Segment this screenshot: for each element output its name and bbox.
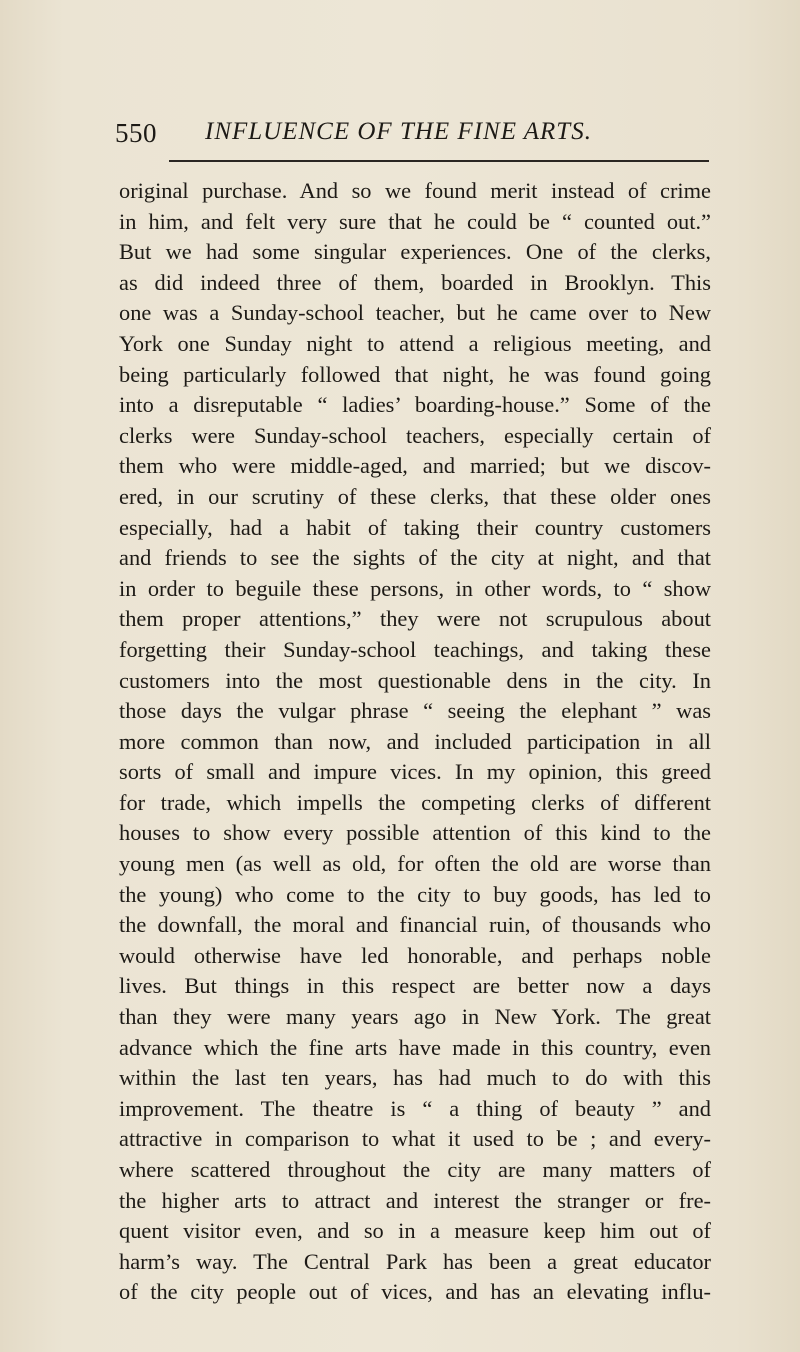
text-line: But we had some singular experiences. One of the clerks, bbox=[119, 239, 711, 265]
text-line: attractive in comparison to what it used to be ; and every- bbox=[119, 1126, 711, 1152]
text-line: than they were many years ago in New York. The great bbox=[119, 1004, 711, 1030]
text-line: in him, and felt very sure that he could be “ counted out.” bbox=[119, 208, 711, 234]
text-line: the young) who come to the city to buy goods, has led to bbox=[119, 881, 711, 907]
text-line: and friends to see the sights of the city at night, and that bbox=[119, 545, 711, 571]
text-line: forgetting their Sunday-school teachings, and taking these bbox=[119, 636, 711, 662]
text-line: improvement. The theatre is “ a thing of beauty ” and bbox=[119, 1095, 711, 1121]
text-line: clerks were Sunday-school teachers, especially certain of bbox=[119, 422, 711, 448]
text-line: into a disreputable “ ladies’ boarding-house.” Some of the bbox=[119, 392, 711, 418]
text-line: being particularly followed that night, he was found going bbox=[119, 361, 711, 387]
text-line: them proper attentions,” they were not scrupulous about bbox=[119, 606, 711, 632]
text-line: original purchase. And so we found merit instead of crime bbox=[119, 178, 711, 203]
page-header bbox=[115, 118, 715, 154]
text-line: for trade, which impells the competing clerks of different bbox=[119, 789, 711, 815]
text-line: where scattered throughout the city are many matters of bbox=[119, 1157, 711, 1182]
text-line: houses to show every possible attention of this kind to the bbox=[119, 820, 711, 846]
text-line: young men (as well as old, for often the old are worse than bbox=[119, 851, 711, 877]
text-line: harm’s way. The Central Park has been a great educator bbox=[119, 1248, 711, 1274]
text-line: the higher arts to attract and interest the stranger or fre- bbox=[119, 1187, 711, 1213]
text-line: York one Sunday night to attend a religious meeting, and bbox=[119, 330, 711, 356]
header-rule bbox=[169, 160, 709, 162]
text-line: quent visitor even, and so in a measure keep him out of bbox=[119, 1218, 711, 1244]
text-line: one was a Sunday-school teacher, but he came over to New bbox=[119, 300, 711, 326]
text-line: advance which the fine arts have made in this country, even bbox=[119, 1034, 711, 1060]
running-title: INFLUENCE OF THE FINE ARTS. bbox=[205, 118, 592, 145]
text-line: as did indeed three of them, boarded in Brooklyn. This bbox=[119, 269, 711, 295]
text-line: the downfall, the moral and financial ruin, of thousands who bbox=[119, 912, 711, 938]
text-line: in order to beguile these persons, in other words, to “ show bbox=[119, 575, 711, 601]
text-line: customers into the most questionable dens in the city. In bbox=[119, 667, 711, 693]
text-line: especially, had a habit of taking their country customers bbox=[119, 514, 711, 540]
text-line: would otherwise have led honorable, and perhaps noble bbox=[119, 942, 711, 968]
text-line: lives. But things in this respect are better now a days bbox=[119, 973, 711, 999]
text-line: those days the vulgar phrase “ seeing the elephant ” was bbox=[119, 698, 711, 724]
text-line: sorts of small and impure vices. In my opinion, this greed bbox=[119, 759, 711, 785]
text-line: of the city people out of vices, and has an elevating influ- bbox=[119, 1279, 711, 1305]
body-text bbox=[119, 176, 711, 1308]
text-line: them who were middle-aged, and married; but we discov- bbox=[119, 453, 711, 479]
text-line: more common than now, and included participation in all bbox=[119, 728, 711, 754]
page-number: 550 bbox=[115, 118, 157, 148]
text-line: within the last ten years, has had much to do with this bbox=[119, 1065, 711, 1091]
text-line: ered, in our scrutiny of these clerks, that these older ones bbox=[119, 483, 711, 509]
